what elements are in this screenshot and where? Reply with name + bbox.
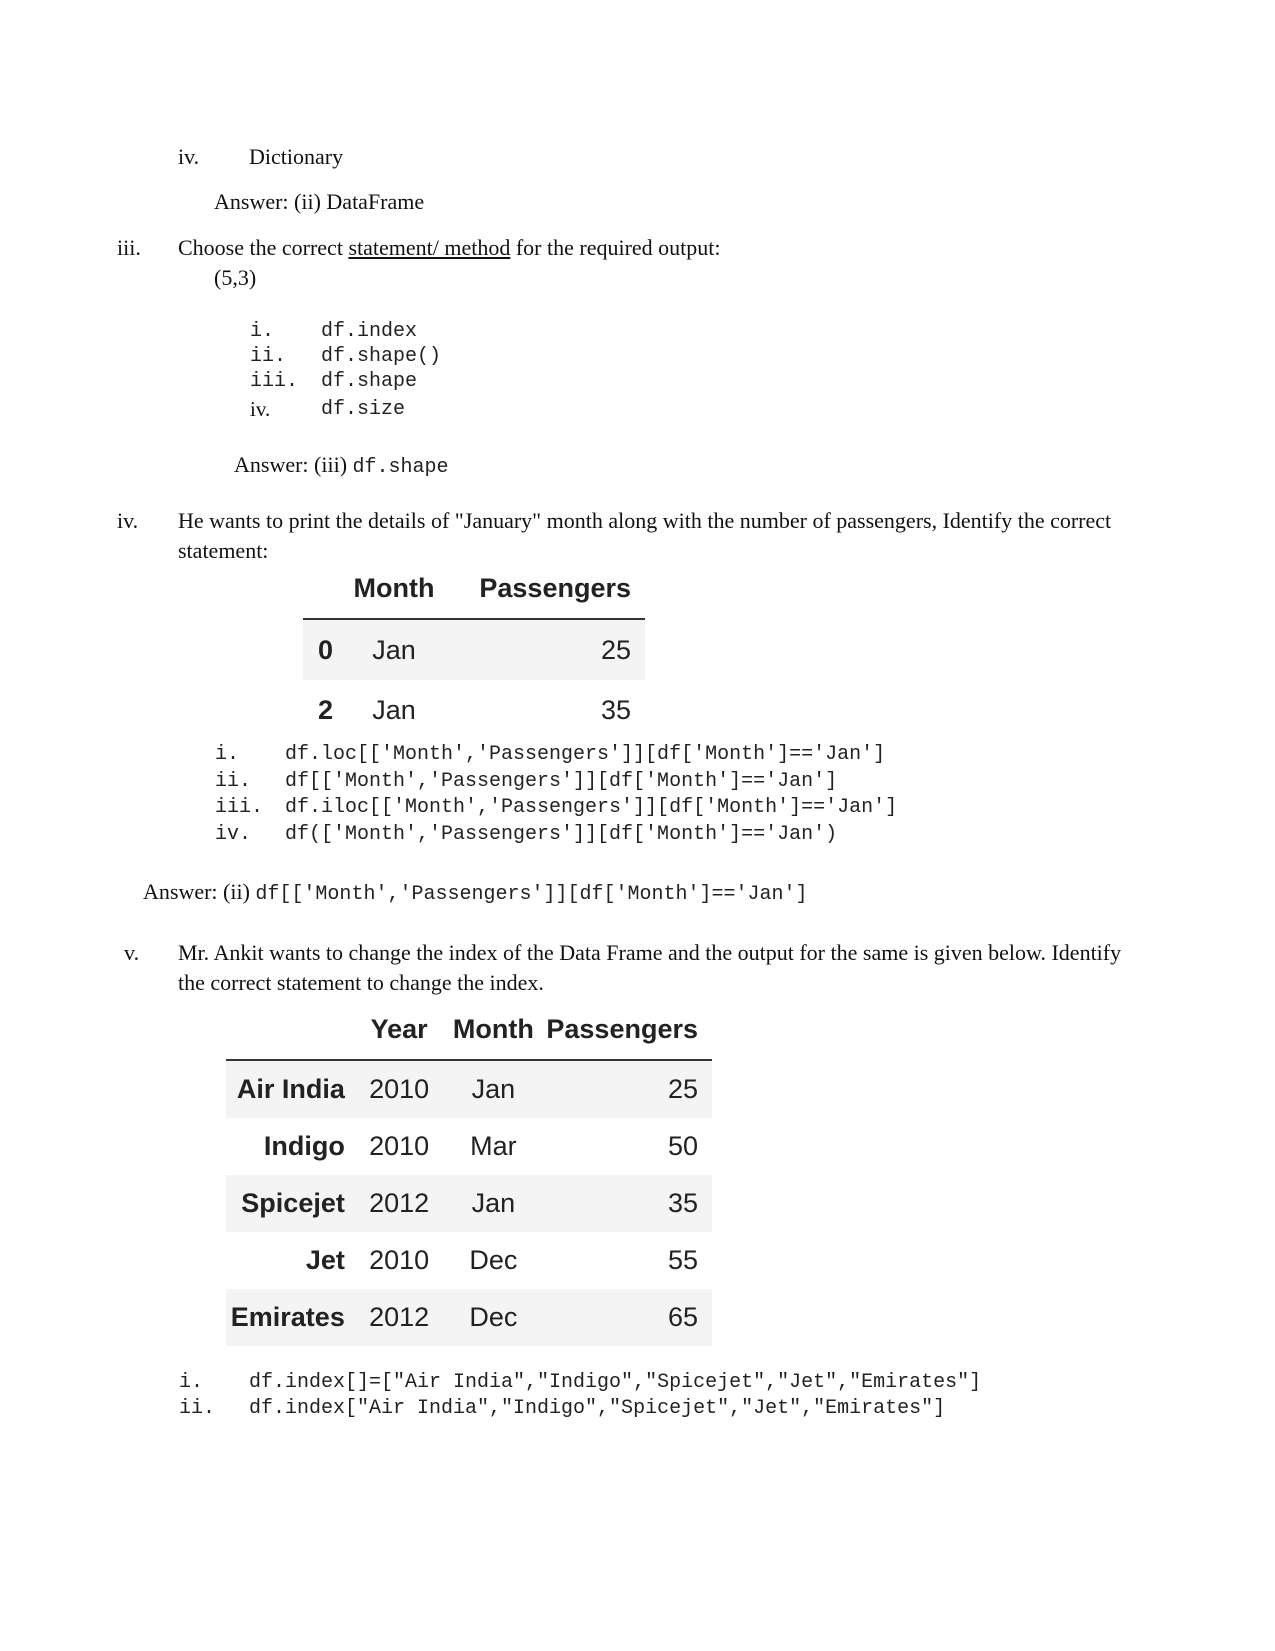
row-index: Spicejet [241,1188,345,1218]
table-cell: 2012 [369,1188,430,1218]
table-row [226,1175,712,1232]
question-number: iv. [117,508,139,533]
option-number: iv. [250,397,271,421]
row-index: 0 [317,634,333,665]
table-cell: 2010 [369,1245,430,1275]
option-number: ii. [250,345,287,368]
table-cell: 2010 [369,1074,430,1104]
option-code: df[['Month','Passengers']][df['Month']=='Jan'] [285,770,838,793]
table-cell: 65 [667,1302,698,1332]
option-number: iii. [250,370,299,393]
table-cell: Jan [372,634,416,665]
table-header-row [226,999,712,1060]
table-cell: 35 [600,695,631,725]
question-text: He wants to print the details of "January" month along with the number of passengers, Identify the correct [178,508,1112,533]
table-cell: Jan [471,1188,516,1218]
question-text: the correct statement to change the index. [178,970,544,995]
row-index: Jet [305,1245,345,1275]
option-number: ii. [179,1397,216,1420]
table-header: Year [370,1013,428,1044]
row-index: 2 [317,695,333,725]
table-header: Passengers [479,572,631,603]
row-index: Emirates [230,1302,345,1332]
table-header: Passengers [546,1013,698,1044]
table-header-row [303,558,645,619]
table-cell: 25 [667,1074,698,1104]
option-number: ii. [215,770,252,793]
table-header [226,999,358,1060]
answer-text: Answer: (ii) DataFrame [214,189,425,214]
option-code: df.iloc[['Month','Passengers']][df['Month']=='Jan'] [285,796,898,819]
option-text: Dictionary [249,144,344,169]
question-text: statement: [178,538,269,563]
table-cell: 55 [667,1245,698,1275]
option-number: i. [250,320,275,343]
table-row [226,1118,712,1175]
table-cell: Jan [372,695,416,725]
table-row [226,1232,712,1289]
table-header: Month [452,1013,534,1044]
question-number: v. [124,940,140,965]
table-cell: 25 [600,634,631,665]
option-code: df.shape() [321,345,442,368]
table-cell: Mar [470,1131,517,1161]
table-cell: Dec [469,1302,518,1332]
table-cell: Jan [471,1074,516,1104]
row-index: Indigo [263,1131,345,1161]
option-code: df.loc[['Month','Passengers']][df['Month']=='Jan'] [285,743,886,766]
expected-output: (5,3) [214,265,257,290]
table-row [303,619,645,680]
table-cell: 35 [667,1188,698,1218]
answer-text: Answer: (ii) df[['Month','Passengers']][df['Month']=='Jan'] [143,879,808,906]
table-cell: Dec [469,1245,518,1275]
option-code: df.size [321,398,406,421]
table-row [226,1060,712,1118]
option-code: df.index["Air India","Indigo","Spicejet","Jet","Emirates"] [249,1397,946,1420]
table-cell: 2010 [369,1131,430,1161]
table-row [303,680,645,741]
option-number: iii. [215,796,264,819]
table-row [226,1289,712,1346]
option-number: i. [215,743,240,766]
row-index: Air India [236,1074,345,1104]
option-number: iv. [215,823,252,846]
option-code: df.index[]=["Air India","Indigo","Spicejet","Jet","Emirates"] [249,1371,982,1394]
table-cell: 2012 [369,1302,430,1332]
option-code: df.index [321,320,418,343]
option-number: i. [179,1371,204,1394]
option-code: df.shape [321,370,418,393]
answer-text: Answer: (iii) df.shape [234,452,449,479]
question-number: iii. [117,235,141,260]
option-number: iv. [178,144,200,169]
table-cell: 50 [667,1131,698,1161]
question-text: Choose the correct statement/ method for the required output: [178,235,721,260]
table-header: Month [353,572,435,603]
question-text: Mr. Ankit wants to change the index of the Data Frame and the output for the same is given below. Identify [178,940,1122,965]
dataframe-output-table [303,558,645,741]
option-code: df(['Month','Passengers']][df['Month']=='Jan') [285,823,838,846]
dataframe-output-table [226,999,712,1346]
table-header [303,558,345,619]
